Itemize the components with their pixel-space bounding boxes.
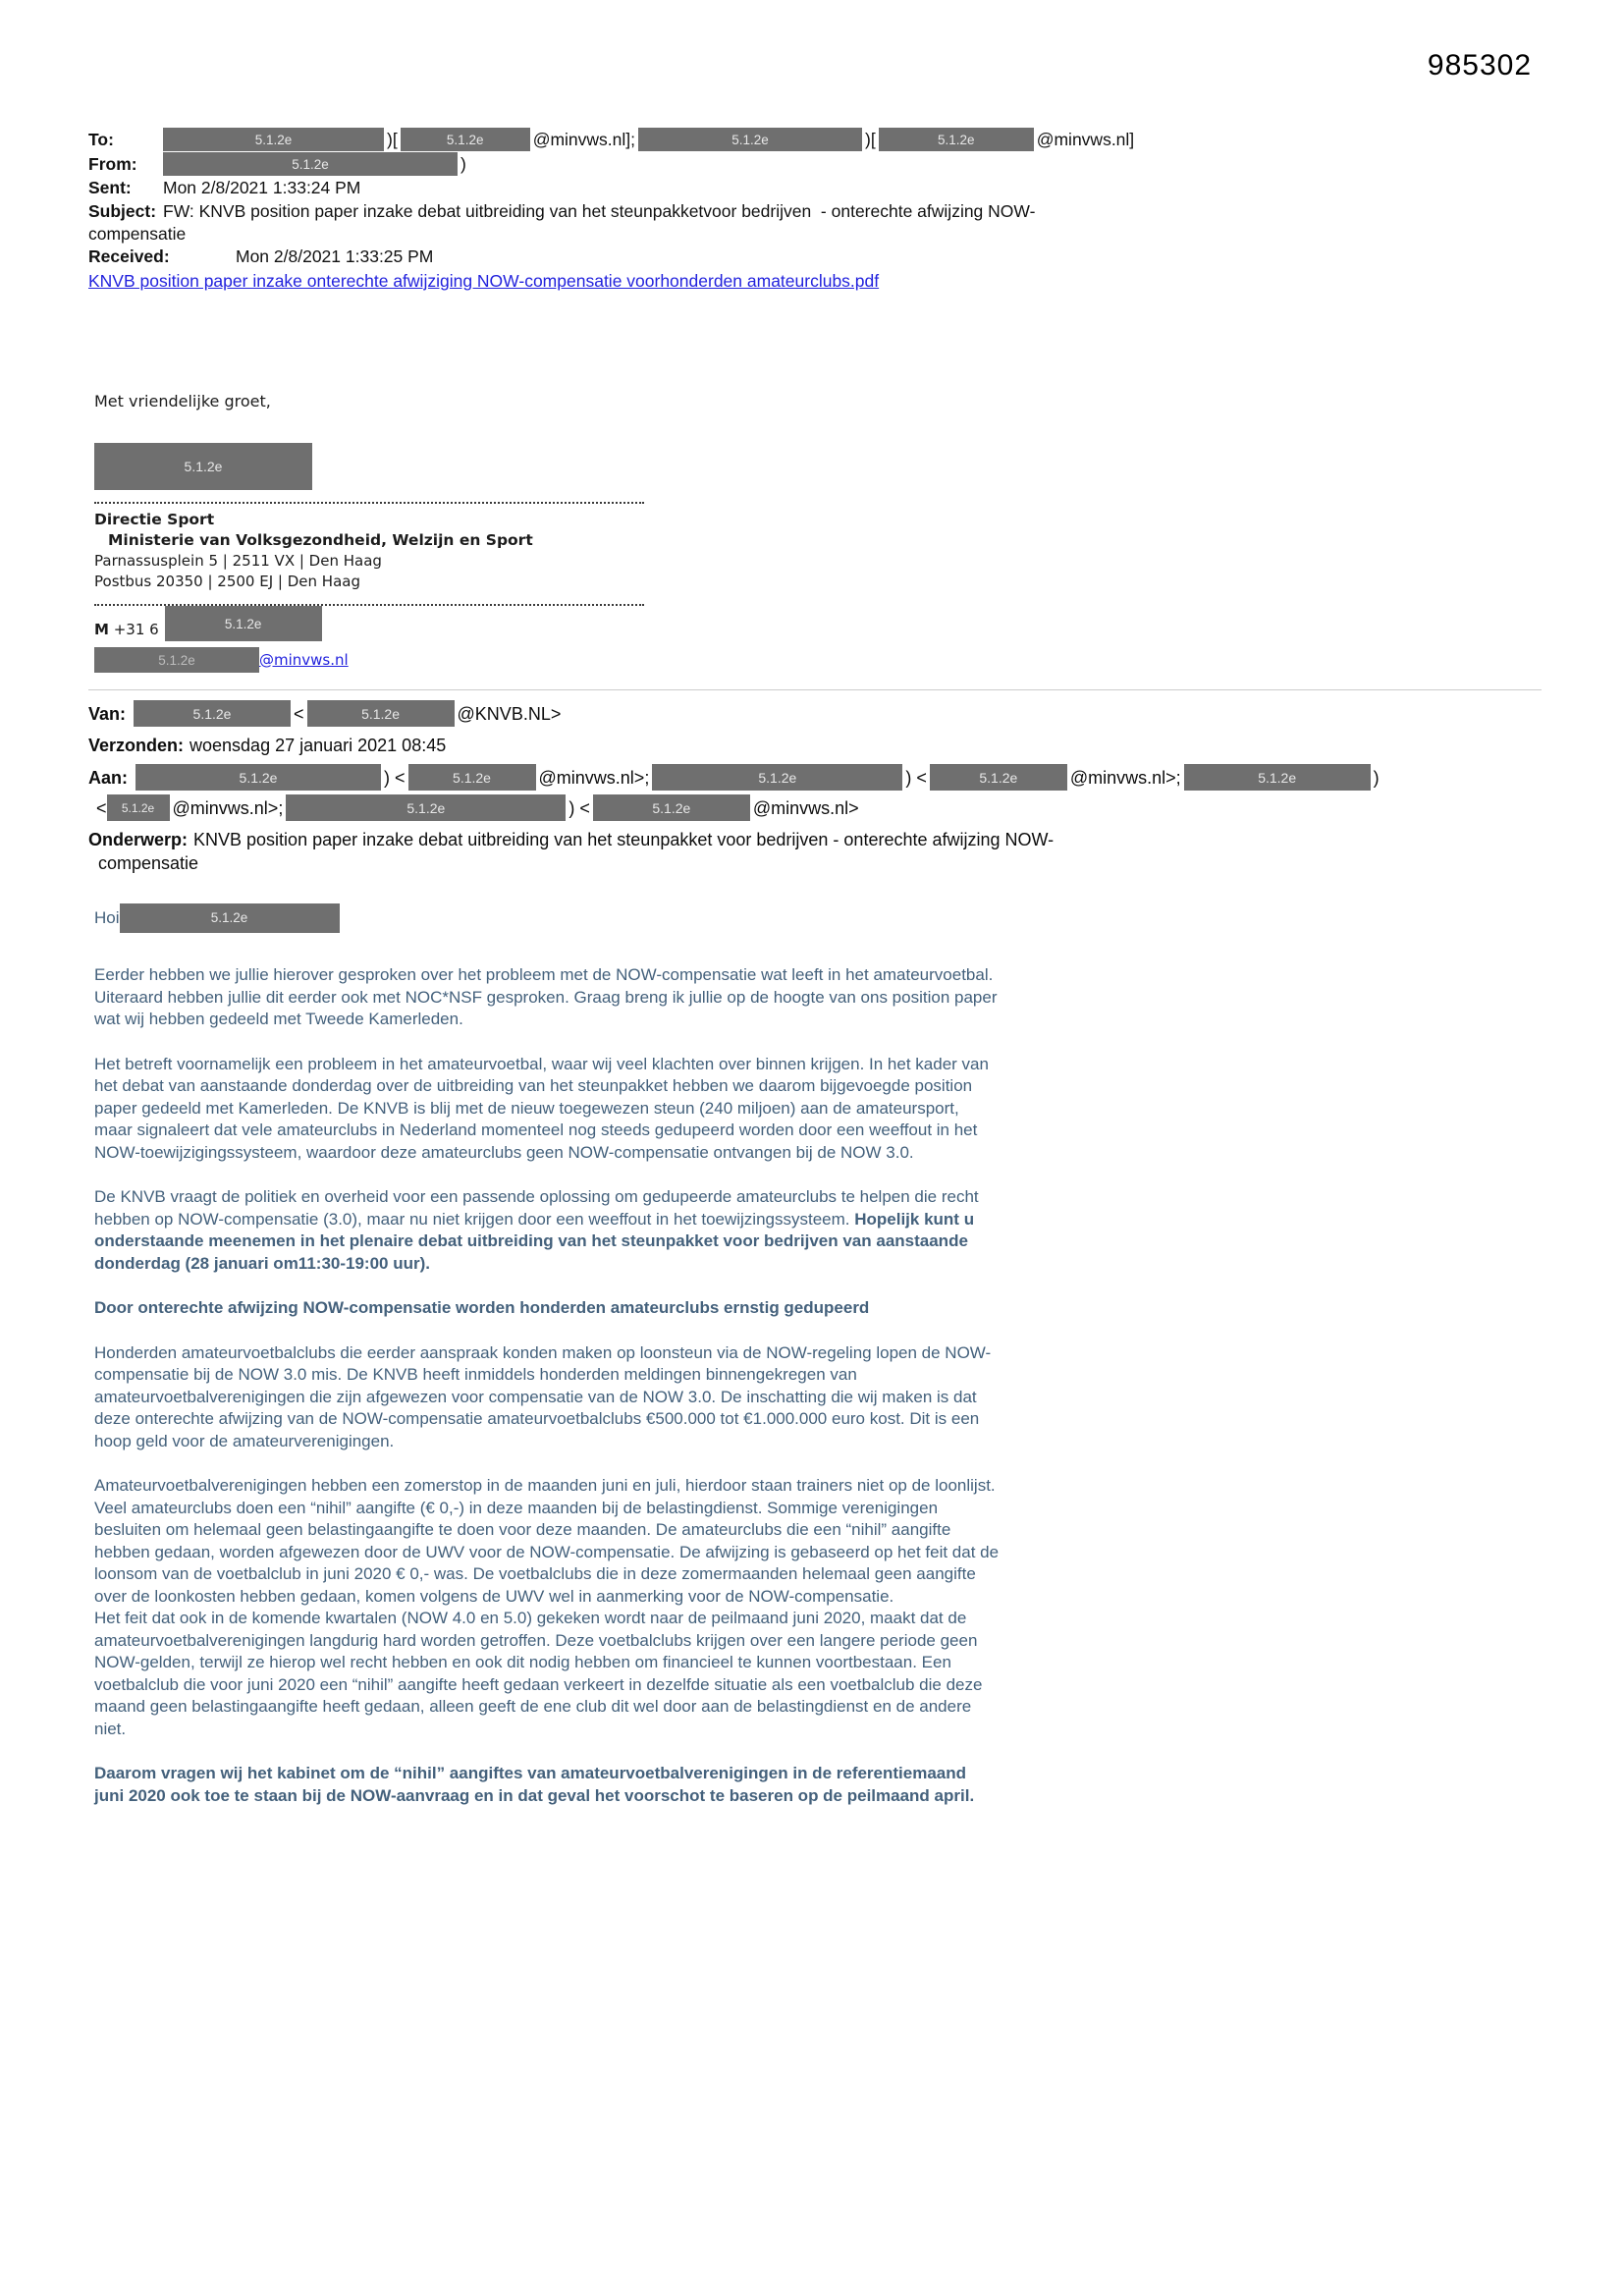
redaction-box-phone: 5.1.2e — [165, 606, 322, 641]
dotted-divider — [94, 502, 644, 504]
from-separator: ) — [460, 153, 466, 174]
redaction-box: 5.1.2e — [879, 128, 1034, 151]
redaction-box: 5.1.2e — [593, 794, 750, 821]
onderwerp-row — [88, 828, 1542, 875]
body-heading: Door onterechte afwijzing NOW-compensatie worden honderden amateurclubs ernstig gedupeerd — [94, 1298, 870, 1317]
from-row — [88, 152, 1542, 176]
van-row — [88, 700, 1542, 727]
aan2-domain-2: @minvws.nl> — [752, 797, 859, 818]
subject-label: Subject: — [88, 201, 157, 221]
onderwerp-line1: KNVB position paper inzake debat uitbreiding van het steunpakket voor bedrijven - onterechte afwijzing NOW- — [193, 830, 1055, 849]
aan2-domain-1: @minvws.nl>; — [172, 797, 284, 818]
email-body — [94, 903, 1000, 1830]
to-label: To: — [88, 129, 114, 149]
aan-separator-2: ) < — [905, 767, 927, 788]
aan2-separator: ) < — [568, 797, 590, 818]
attachment-row — [88, 270, 1542, 293]
body-paragraph-6: Daarom vragen wij het kabinet om de “nihil” aangiftes van amateurvoetbalverenigingen in de referentiemaand juni 2020 ook toe te staan bij de NOW-aanvraag en in dat geval het voorschot te baseren op de peilmaand april. — [94, 1764, 975, 1805]
van-domain: @KNVB.NL> — [457, 703, 562, 724]
email-header — [88, 128, 1542, 293]
aan-separator-1: ) < — [384, 767, 406, 788]
aan-domain-1: @minvws.nl>; — [538, 767, 650, 788]
aan-separator-3: ) — [1373, 767, 1380, 788]
received-label: Received: — [88, 246, 170, 266]
signature-block — [94, 391, 683, 673]
signature-phone-row — [94, 612, 683, 647]
to-separator: )[ — [387, 129, 398, 149]
aan-row-line1 — [88, 764, 1542, 791]
phone-prefix: +31 6 — [113, 620, 159, 638]
redaction-box: 5.1.2e — [401, 128, 530, 151]
subject-row — [88, 200, 1542, 246]
redaction-box: 5.1.2e — [134, 700, 291, 727]
redaction-box: 5.1.2e — [163, 152, 458, 176]
sent-label: Sent: — [88, 178, 132, 197]
to-domain-2: @minvws.nl] — [1036, 129, 1135, 149]
verzonden-value: woensdag 27 januari 2021 08:45 — [189, 736, 447, 755]
signature-email-link[interactable]: @minvws.nl — [259, 650, 349, 669]
aan-row-line2 — [96, 794, 1542, 821]
to-row — [88, 128, 1542, 151]
subject-line1: FW: KNVB position paper inzake debat uitbreiding van het steunpakketvoor bedrijven - onterechte afwijzing NOW- — [163, 201, 1036, 221]
received-row — [88, 246, 1542, 268]
aan-domain-2: @minvws.nl>; — [1069, 767, 1181, 788]
signature-address-2: Postbus 20350 | 2500 EJ | Den Haag — [94, 573, 360, 590]
redaction-box: 5.1.2e — [163, 128, 384, 151]
onderwerp-line2: compensatie — [98, 853, 199, 873]
forwarded-email-header — [88, 689, 1542, 882]
signature-email-row — [94, 647, 683, 673]
sent-row — [88, 177, 1542, 199]
attachment-link[interactable]: KNVB position paper inzake onterechte afwijziging NOW-compensatie voorhonderden amateurclubs.pdf — [88, 271, 880, 291]
redaction-box: 5.1.2e — [1184, 764, 1371, 791]
van-label: Van: — [88, 703, 127, 724]
received-value: Mon 2/8/2021 1:33:25 PM — [236, 246, 434, 266]
to-separator-2: )[ — [865, 129, 876, 149]
redaction-box: 5.1.2e — [408, 764, 536, 791]
body-paragraph-1: Eerder hebben we jullie hierover gesproken over het probleem met de NOW-compensatie wat leeft in het amateurvoetbal. Uiteraard hebben jullie dit eerder ook met NOC*NSF gesproken. Graag breng ik jullie op de hoogte van ons position paper wat wij hebben gedeeld met Tweede Kamerleden. — [94, 965, 998, 1028]
redaction-box-salutation: 5.1.2e — [120, 903, 340, 933]
verzonden-label: Verzonden: — [88, 736, 185, 755]
sent-value: Mon 2/8/2021 1:33:24 PM — [163, 178, 361, 197]
redaction-box: 5.1.2e — [135, 764, 381, 791]
redaction-box: 5.1.2e — [307, 700, 455, 727]
redaction-box: 5.1.2e — [286, 794, 566, 821]
body-paragraph-2: Het betreft voornamelijk een probleem in het amateurvoetbal, waar wij veel klachten over binnen krijgen. In het kader van het debat van aanstaande donderdag over de uitbreiding van het steunpakket hebben we daarom bijgevoegde position paper gedeeld met Kamerleden. De KNVB is blij met de nieuw toegewezen steun (240 miljoen) aan de amateursport, maar signaleert dat vele amateurclubs in Nederland momenteel nog steeds gedupeerd worden door een weeffout in het NOW-toewijzigingssysteem, waardoor deze amateurclubs geen NOW-compensatie ontvangen bij de NOW 3.0. — [94, 1054, 989, 1162]
onderwerp-label: Onderwerp: — [88, 830, 189, 849]
paragraph-3-bold: Hopelijk kunt u onderstaande meenemen in het plenaire debat uitbreiding van het steunpakket voor bedrijven van aanstaande donderdag (28 januari om11:30-19:00 uur). — [94, 1209, 975, 1273]
redaction-box: 5.1.2e — [652, 764, 902, 791]
subject-line2: compensatie — [88, 224, 187, 244]
paragraph-3-normal: De KNVB vraagt de politiek en overheid voor een passende oplossing om gedupeerde amateurclubs te helpen die recht hebben op NOW-compensatie (3.0), maar nu niet krijgen door een weeffout in het toewijzingssysteem. — [94, 1187, 979, 1229]
verzonden-row — [88, 734, 1542, 757]
aan-label: Aan: — [88, 767, 128, 788]
signature-address-1: Parnassusplein 5 | 2511 VX | Den Haag — [94, 552, 382, 570]
body-paragraph-5a: Amateurvoetbalverenigingen hebben een zomerstop in de maanden juni en juli, hierdoor staan trainers niet op de loonlijst. Veel amateurclubs doen een “nihil” aangifte (€ 0,-) in deze maanden bij de belastingdienst. Sommige verenigingen besluiten om helemaal geen belastingaangifte te doen voor deze maanden. De amateurclubs die een “nihil” aangifte hebben gedaan, worden afgewezen door de UWV voor de NOW-compensatie. De afwijzing is gebaseerd op het feit dat de loonsom van de voetbalclub in juni 2020 € 0,- was. De voetbalclubs die in deze zomermaanden helemaal geen aangifte over de loonkosten hebben gedaan, komen volgens de UWV wel in aanmerking voor de NOW-compensatie. — [94, 1476, 1000, 1606]
redaction-box-name: 5.1.2e — [94, 443, 312, 490]
aan2-open: < — [96, 797, 107, 818]
body-paragraph-3 — [94, 1186, 1000, 1275]
body-paragraph-4: Honderden amateurvoetbalclubs die eerder aanspraak konden maken op loonsteun via de NOW-regeling lopen de NOW-compensatie bij de NOW 3.0 mis. De KNVB heeft inmiddels honderden meldingen binnengekregen van amateurvoetbalverenigingen die zijn afgewezen voor compensatie van de NOW 3.0. De inschatting die wij maken is dat deze onterechte afwijzing van de NOW-compensatie amateurvoetbalclubs €500.000 tot €1.000.000 euro kost. Dit is een hoop geld voor de amateurverenigingen. — [94, 1342, 992, 1450]
redaction-box-email: 5.1.2e — [94, 647, 259, 673]
to-domain-1: @minvws.nl]; — [532, 129, 636, 149]
redaction-box: 5.1.2e — [638, 128, 862, 151]
phone-label: M — [94, 620, 109, 638]
redaction-box: 5.1.2e — [107, 794, 170, 821]
signature-department: Directie Sport — [94, 511, 215, 528]
doc-number: 985302 — [1427, 49, 1532, 82]
body-paragraph-5b: Het feit dat ook in de komende kwartalen (NOW 4.0 en 5.0) gekeken wordt naar de peilmaand juni 2020, maakt dat de amateurvoetbalverenigingen langdurig hard worden getroffen. Deze voetbalclubs krijgen over een langere periode geen NOW-gelden, terwijl ze hierop wel recht hebben en ook dit nodig hebben om financieel te kunnen voortbestaan. Een voetbalclub die voor juni 2020 een “nihil” aangifte heeft gedaan verkeert in dezelfde situatie als een voetbalclub die deze maand geen belastingaangifte heeft gedaan, alleen geeft de ene club dit wel door aan de belastingdienst en de andere niet. — [94, 1609, 983, 1738]
from-label: From: — [88, 153, 137, 174]
salutation-row — [94, 903, 1000, 933]
signature-ministry: Ministerie van Volksgezondheid, Welzijn en Sport — [108, 531, 533, 549]
signature-greeting: Met vriendelijke groet, — [94, 392, 271, 410]
redaction-box: 5.1.2e — [930, 764, 1067, 791]
salutation: Hoi — [94, 907, 120, 927]
van-separator: < — [294, 703, 304, 724]
